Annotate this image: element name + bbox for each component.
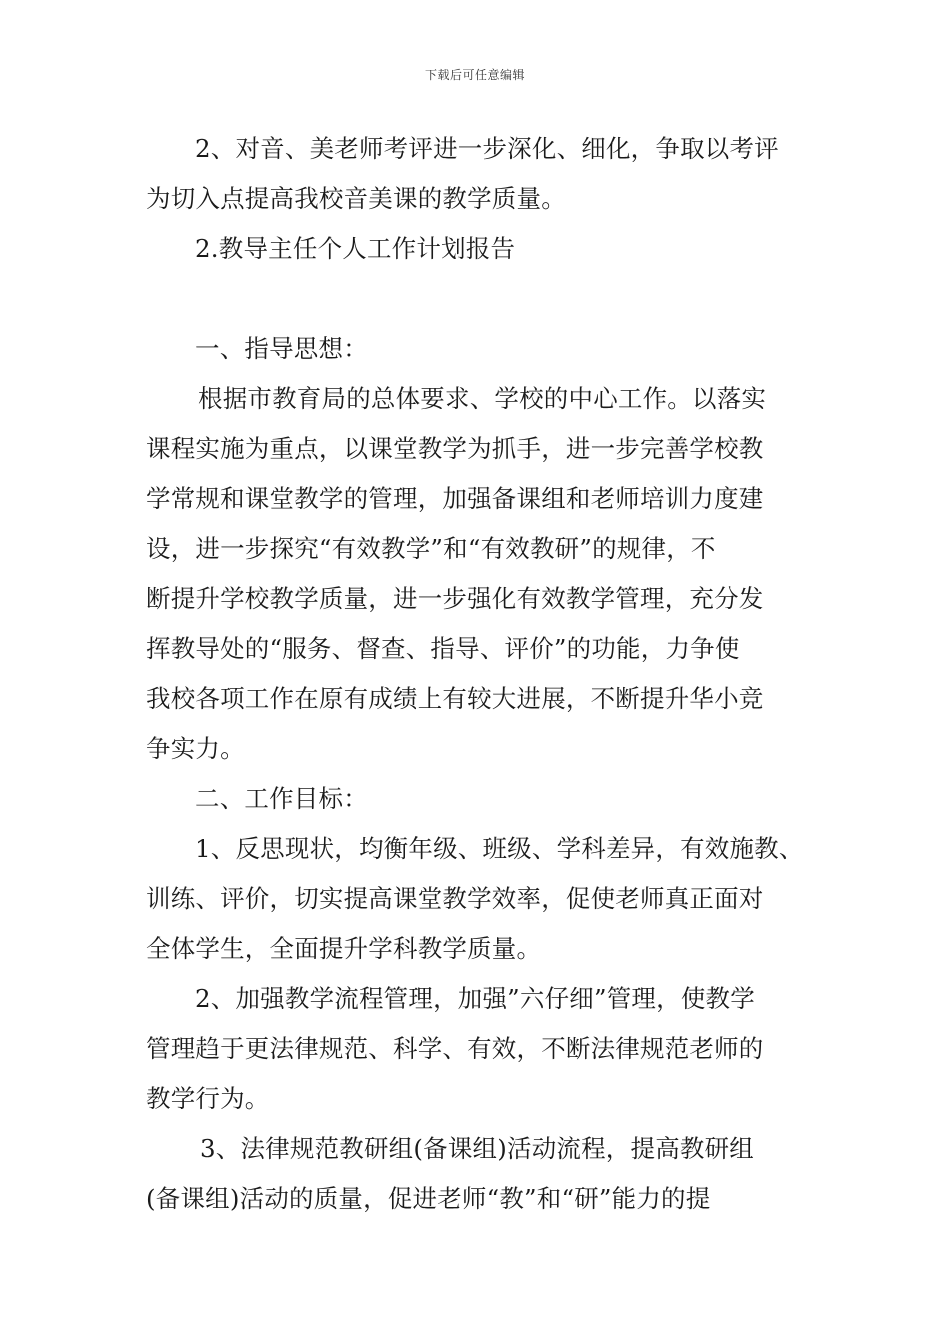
paragraph-line: 1、反思现状，均衡年级、班级、学科差异，有效施教、 bbox=[195, 834, 804, 863]
paragraph-line: 我校各项工作在原有成绩上有较大进展，不断提升华小竞 bbox=[146, 684, 764, 713]
paragraph-line: 2、加强教学流程管理，加强”六仔细”管理，使教学 bbox=[195, 984, 755, 1013]
section-heading: 一、指导思想： bbox=[195, 334, 368, 363]
paragraph-line: (备课组)活动的质量，促进老师“教”和“研”能力的提 bbox=[146, 1184, 711, 1213]
page-header: 下载后可任意编辑 bbox=[424, 68, 525, 82]
paragraph-line: 训练、评价，切实提高课堂教学效率，促使老师真正面对 bbox=[146, 884, 764, 913]
paragraph-line: 课程实施为重点，以课堂教学为抓手，进一步完善学校教 bbox=[146, 434, 764, 463]
paragraph-line: 设，进一步探究“有效教学”和“有效教研”的规律，不 bbox=[146, 534, 716, 563]
paragraph-line: 根据市教育局的总体要求、学校的中心工作。以落实 bbox=[198, 384, 767, 413]
section-title: 2.教导主任个人工作计划报告 bbox=[195, 234, 516, 263]
paragraph-line: 2、对音、美老师考评进一步深化、细化，争取以考评 bbox=[195, 134, 779, 163]
paragraph-line: 断提升学校教学质量，进一步强化有效教学管理，充分发 bbox=[146, 584, 764, 613]
paragraph-line: 3、法律规范教研组(备课组)活动流程，提高教研组 bbox=[200, 1134, 755, 1163]
paragraph-line: 争实力。 bbox=[146, 734, 245, 763]
paragraph-line: 教学行为。 bbox=[146, 1084, 270, 1113]
paragraph-line: 挥教导处的“服务、督查、指导、评价”的功能，力争使 bbox=[146, 634, 740, 663]
section-heading: 二、工作目标： bbox=[195, 784, 368, 813]
paragraph-line: 学常规和课堂教学的管理，加强备课组和老师培训力度建 bbox=[146, 484, 764, 513]
paragraph-line: 管理趋于更法律规范、科学、有效，不断法律规范老师的 bbox=[146, 1034, 764, 1063]
paragraph-line: 为切入点提高我校音美课的教学质量。 bbox=[146, 184, 566, 213]
paragraph-line: 全体学生，全面提升学科教学质量。 bbox=[146, 934, 542, 963]
